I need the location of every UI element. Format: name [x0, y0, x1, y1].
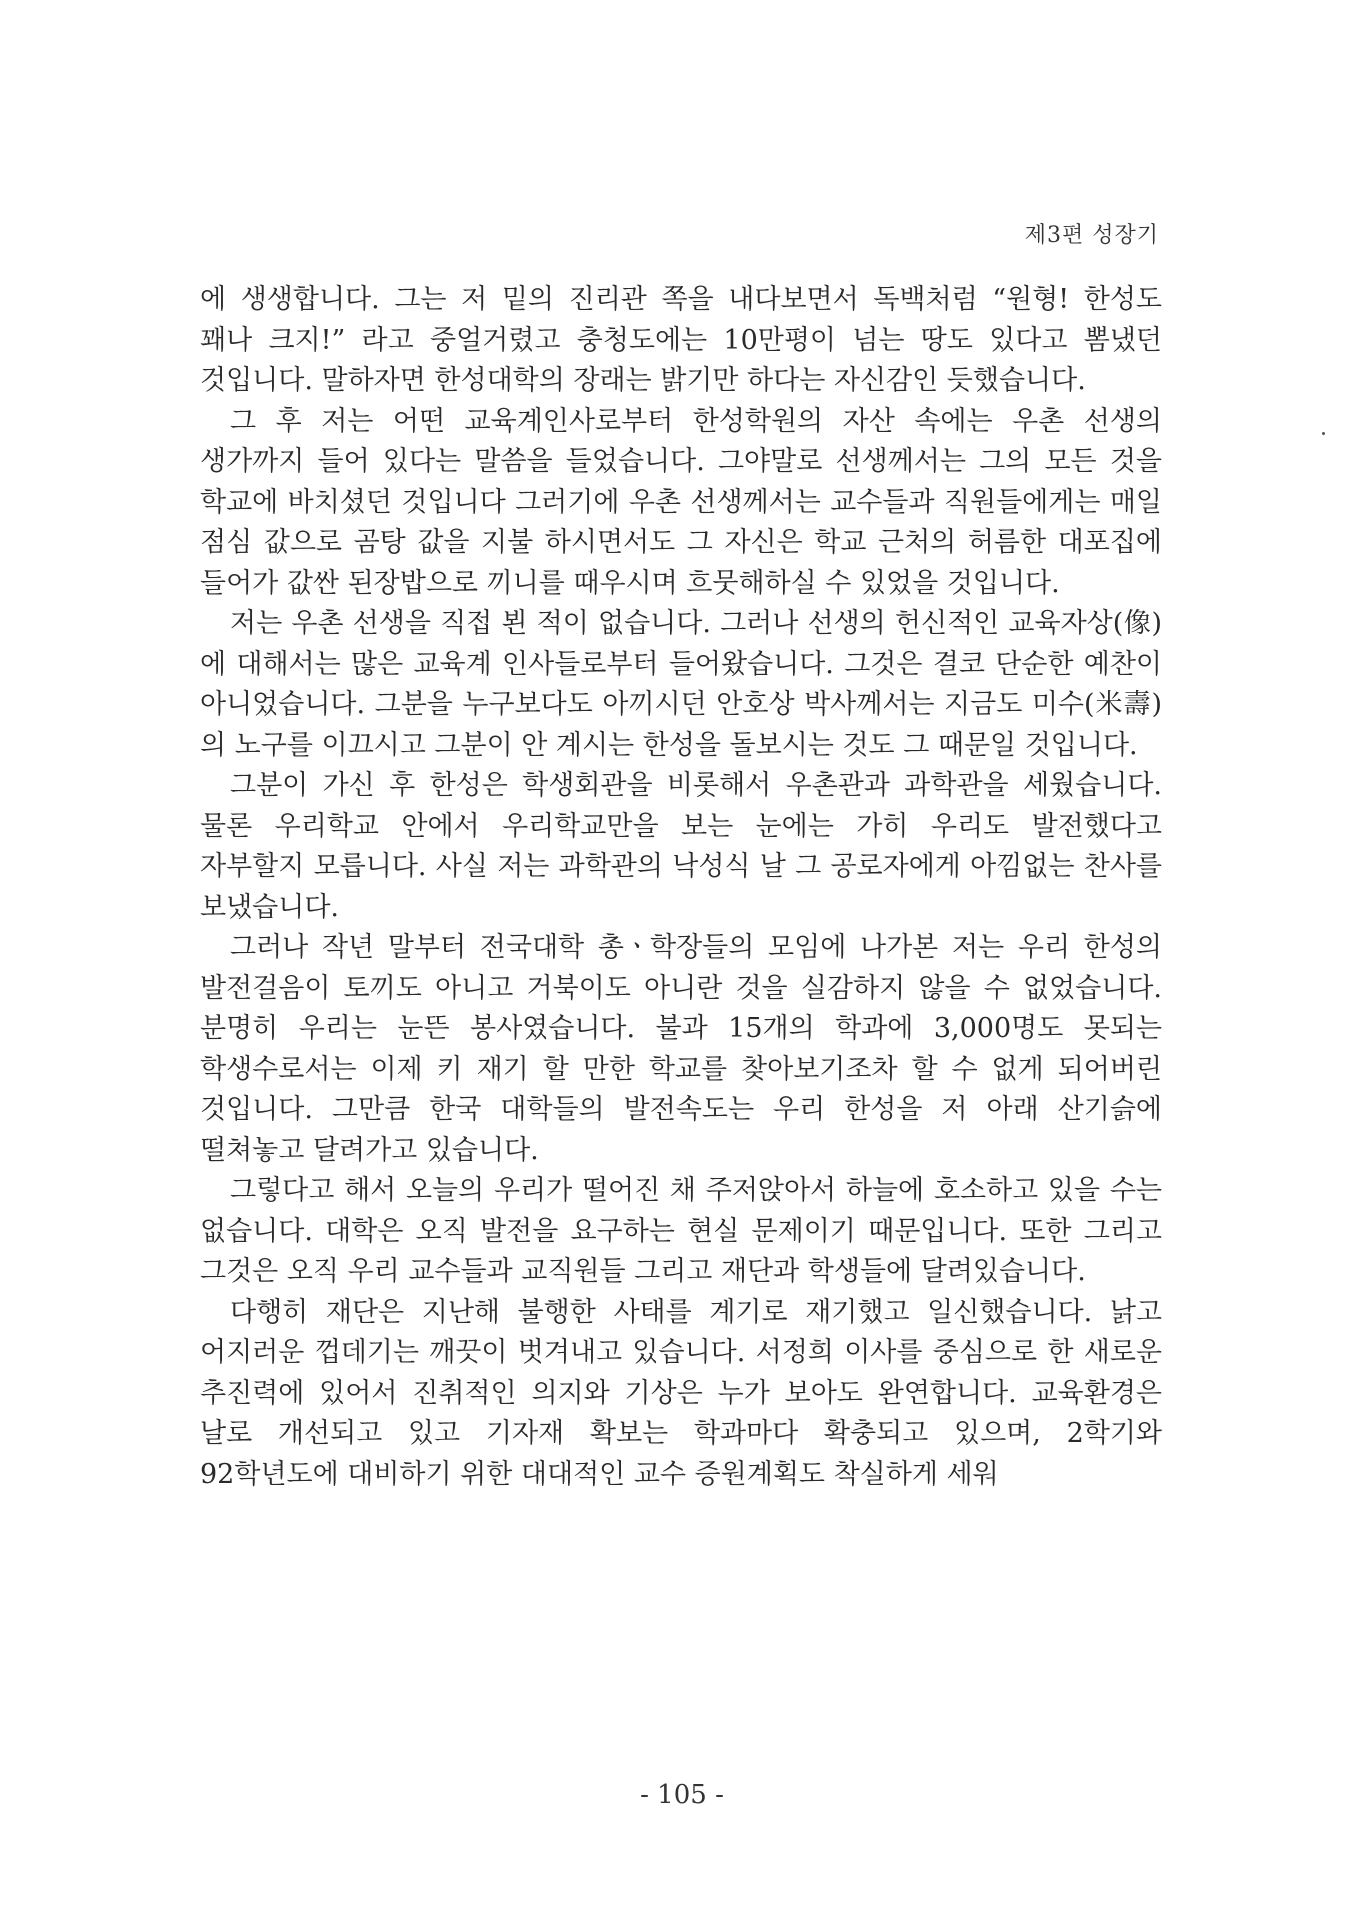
paragraph: 저는 우촌 선생을 직접 뵌 적이 없습니다. 그러나 선생의 헌신적인 교육자상(像)에 대해서는 많은 교육계 인사들로부터 들어왔습니다. 그것은 결코 단순한 예찬이 아니었습니다. 그분을 누구보다도 아끼시던 안호상 박사께서는 지금도 미수(米壽)의 노구를 이끄시고 그분이 안 계시는 한성을 돌보시는 것도 그 때문일 것입니다.: [200, 608, 1162, 761]
paragraph: 그러나 작년 말부터 전국대학 총ㆍ학장들의 모임에 나가본 저는 우리 한성의 발전걸음이 토끼도 아니고 거북이도 아니란 것을 실감하지 않을 수 없었습니다. 분명히 우리는 눈뜬 봉사였습니다. 불과 15개의 학과에 3,000명도 못되는 학생수로서는 이제 키 재기 할 만한 학교를 찾아보기조차 할 수 없게 되어버린 것입니다. 그만큼 한국 대학들의 발전속도는 우리 한성을 저 아래 산기슭에 떨쳐놓고 달려가고 있습니다.: [200, 932, 1162, 1166]
paragraph: 다행히 재단은 지난해 불행한 사태를 계기로 재기했고 일신했습니다. 낡고 어지러운 껍데기는 깨끗이 벗겨내고 있습니다. 서정희 이사를 중심으로 한 새로운 추진력에 있어서 진취적인 의지와 기상은 누가 보아도 완연합니다. 교육환경은 날로 개선되고 있고 기자재 확보는 학과마다 확충되고 있으며, 2학기와 92학년도에 대비하기 위한 대대적인 교수 증원계획도 착실하게 세워: [200, 1296, 1162, 1490]
paragraph: 그렇다고 해서 오늘의 우리가 떨어진 채 주저앉아서 하늘에 호소하고 있을 수는 없습니다. 대학은 오직 발전을 요구하는 현실 문제이기 때문입니다. 또한 그리고 그것은 오직 우리 교수들과 교직원들 그리고 재단과 학생들에 달려있습니다.: [200, 1175, 1162, 1287]
running-header: 제3편 성장기: [1024, 223, 1159, 248]
paragraph: 그분이 가신 후 한성은 학생회관을 비롯해서 우촌관과 과학관을 세웠습니다. 물론 우리학교 안에서 우리학교만을 보는 눈에는 가히 우리도 발전했다고 자부할지 모릅니다. 사실 저는 과학관의 낙성식 날 그 공로자에게 아낌없는 찬사를 보냈습니다.: [200, 770, 1162, 923]
page-number: - 105 -: [640, 1780, 724, 1810]
stray-scan-mark: [1322, 432, 1325, 435]
paragraph-continued: 에 생생합니다. 그는 저 밑의 진리관 쪽을 내다보면서 독백처럼 “원형! 한성도 꽤나 크지!” 라고 중얼거렸고 충청도에는 10만평이 넘는 땅도 있다고 뽐냈던 것입니다. 말하자면 한성대학의 장래는 밝기만 하다는 자신감인 듯했습니다.: [200, 284, 1162, 396]
body-text: [200, 280, 1162, 1495]
paragraph: 그 후 저는 어떤 교육계인사로부터 한성학원의 자산 속에는 우촌 선생의 생가까지 들어 있다는 말씀을 들었습니다. 그야말로 선생께서는 그의 모든 것을 학교에 바치셨던 것입니다 그러기에 우촌 선생께서는 교수들과 직원들에게는 매일 점심 값으로 곰탕 값을 지불 하시면서도 그 자신은 학교 근처의 허름한 대포집에 들어가 값싼 된장밥으로 끼니를 때우시며 흐뭇해하실 수 있었을 것입니다.: [200, 405, 1162, 599]
